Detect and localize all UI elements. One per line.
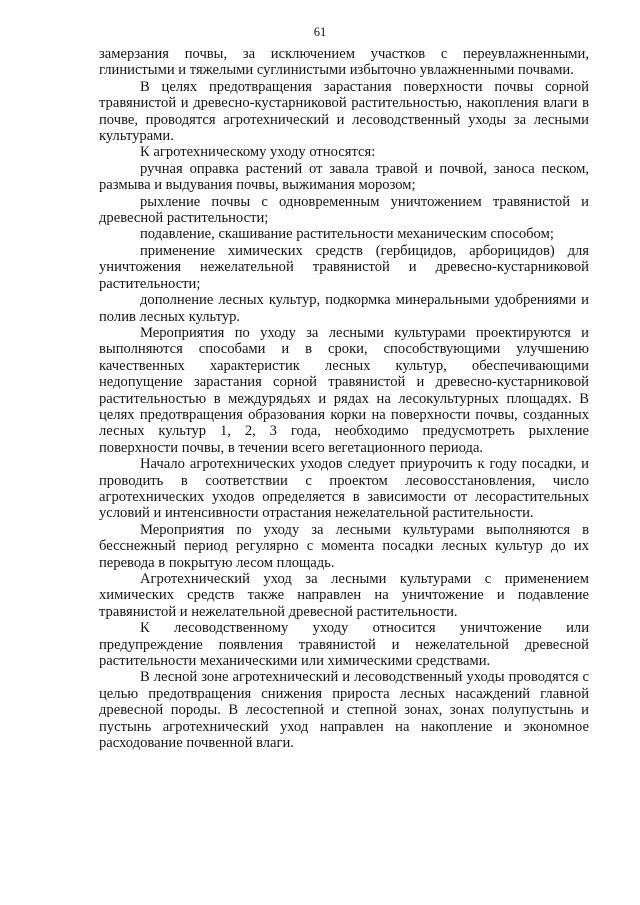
page-number: 61 bbox=[313, 25, 327, 39]
paragraph: К агротехническому уходу относятся: bbox=[140, 144, 376, 161]
paragraph: В целях предотвращения зарастания поверхности почвы сорной травянистой и древесно-кустарниковой растительностью, накопления влаги в почве, проводятся агротехнический и лесоводственный уходы за лесными культурами. bbox=[99, 78, 589, 145]
paragraph: В лесной зоне агротехнический и лесоводственный уходы проводятся с целью предотвращения снижения прироста лесных насаждений главной древесной породы. В лесостепной и степной зонах, зонах полупустынь и пустынь агротехнический уход направлен на накопление и экономное расходование почвенной влаги. bbox=[99, 669, 589, 752]
paragraph: применение химических средств (гербицидов, арборицидов) для уничтожения нежелательной травянистой и древесно-кустарниковой растительности; bbox=[99, 242, 589, 292]
paragraph: Мероприятия по уходу за лесными культурами выполняются в бесснежный период регулярно с момента посадки лесных культур до их перевода в покрытую лесом площадь. bbox=[99, 521, 589, 571]
paragraph: ручная оправка растений от завала травой и почвой, заноса песком, размыва и выдувания почвы, выжимания морозом; bbox=[99, 160, 589, 194]
paragraph: замерзания почвы, за исключением участков с переувлажненными, глинистыми и тяжелыми суглинистыми избыточно увлажненными почвами. bbox=[99, 46, 589, 79]
paragraph: дополнение лесных культур, подкормка минеральными удобрениями и полив лесных культур. bbox=[99, 292, 589, 325]
paragraph: Мероприятия по уходу за лесными культурами проектируются и выполняются способами и в сроки, способствующими улучшению качественных характеристик лесных культур, обеспечивающими недопущение зарастания сорной травянистой и древесно-кустарниковой растительностью в междурядьях и рядах на лесокультурных площадях. В целях предотвращения образования корки на поверхности почвы, созданных лесных культур 1, 2, 3 года, необходимо предусмотреть рыхление поверхности почвы, в течении всего вегетационного периода. bbox=[99, 324, 589, 456]
paragraph: подавление, скашивание растительности механическим способом; bbox=[140, 226, 554, 243]
paragraph: К лесоводственному уходу относится уничтожение или предупреждение появления травянистой и нежелательной древесной растительности механическими или химическими средствами. bbox=[99, 620, 589, 670]
document-body bbox=[99, 46, 589, 751]
paragraph: Начало агротехнических уходов следует приурочить к году посадки, и проводить в соответствии с проектом лесовосстановления, число агротехнических уходов определяется в зависимости от лесорастительных условий и интенсивности отрастания нежелательной растительности. bbox=[99, 456, 589, 522]
paragraph: Агротехнический уход за лесными культурами с применением химических средств также направлен на уничтожение и подавление травянистой и нежелательной древесной растительности. bbox=[99, 571, 589, 620]
paragraph: рыхление почвы с одновременным уничтожением травянистой и древесной растительности; bbox=[99, 193, 589, 227]
